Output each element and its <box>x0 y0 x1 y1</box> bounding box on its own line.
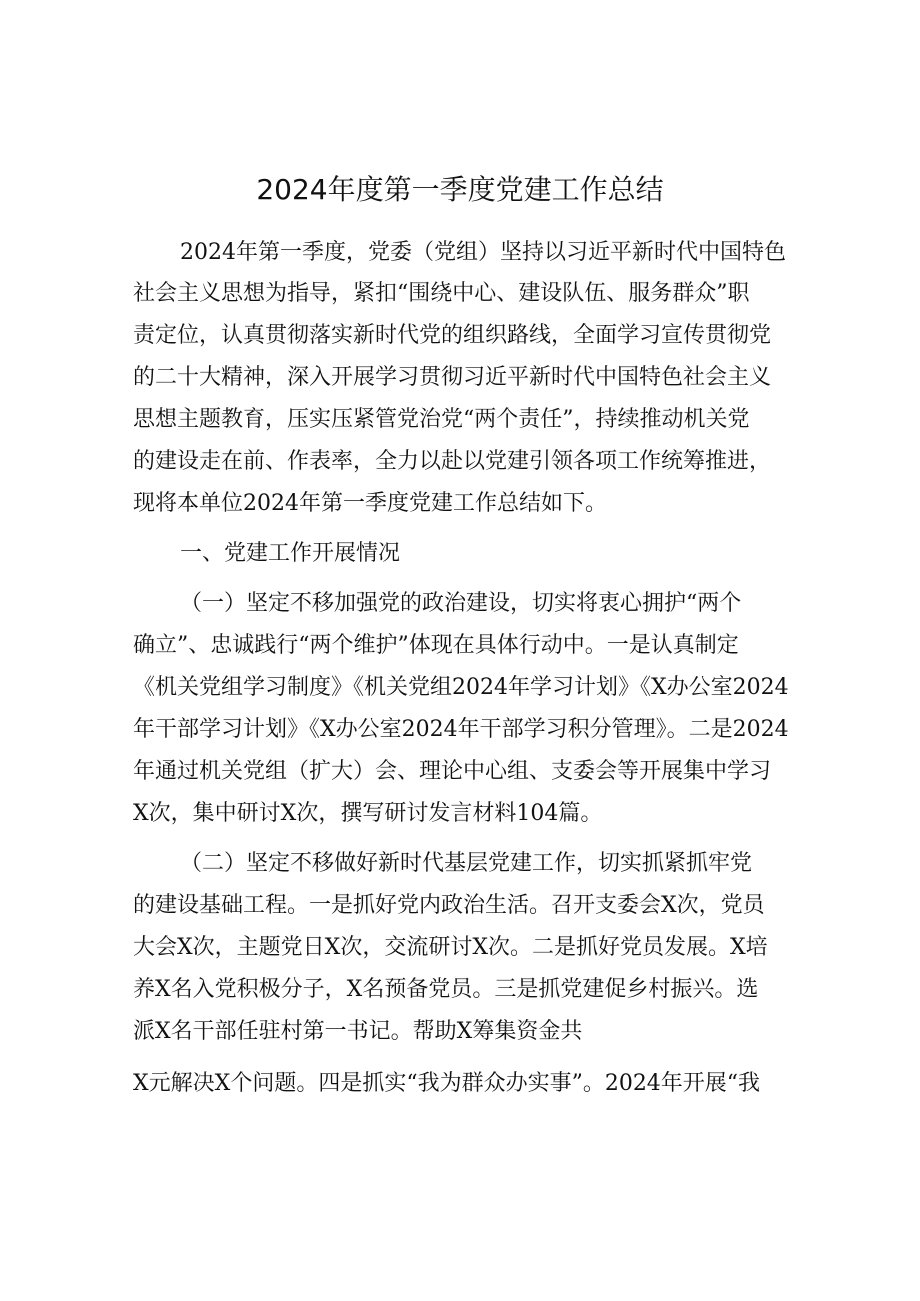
paragraph-line: X元解决X个问题。四是抓实“我为群众办实事”。2024年开展“我 <box>133 1071 761 1096</box>
paragraph-line: （一）坚定不移加强党的政治建设，切实将衷心拥护“两个 <box>180 591 742 616</box>
paragraph-line: X次，集中研讨X次，撰写研讨发言材料104篇。 <box>133 801 603 826</box>
paragraph-line: 社会主义思想为指导，紧扣“围绕中心、建设队伍、服务群众”职 <box>133 281 750 306</box>
paragraph-line: 的二十大精神，深入开展学习贯彻习近平新时代中国特色社会主义 <box>133 365 772 390</box>
paragraph-line: 派X名干部任驻村第一书记。帮助X筹集资金共 <box>133 1019 583 1044</box>
paragraph-line: 2024年第一季度，党委（党组）坚持以习近平新时代中国特色 <box>180 240 786 265</box>
section-heading: 一、党建工作开展情况 <box>180 541 401 566</box>
paragraph-line: 大会X次，主题党日X次，交流研讨X次。二是抓好党员发展。X培 <box>133 935 768 960</box>
document-title: 2024年度第一季度党建工作总结 <box>256 173 664 206</box>
paragraph-line: （二）坚定不移做好新时代基层党建工作，切实抓紧抓牢党 <box>180 851 753 876</box>
paragraph-line: 《机关党组学习制度》《机关党组2024年学习计划》《X办公室2024 <box>133 675 789 700</box>
paragraph-line: 思想主题教育，压实压紧管党治党“两个责任”，持续推动机关党 <box>133 407 750 432</box>
paragraph-line: 责定位，认真贯彻落实新时代党的组织路线，全面学习宣传贯彻党 <box>133 323 772 348</box>
paragraph-line: 确立”、忠诚践行“两个维护”体现在具体行动中。一是认真制定 <box>133 633 739 658</box>
paragraph-line: 的建设基础工程。一是抓好党内政治生活。召开支委会X次，党员 <box>133 893 765 918</box>
paragraph-line: 年通过机关党组（扩大）会、理论中心组、支委会等开展集中学习 <box>133 759 772 784</box>
paragraph-line: 的建设走在前、作表率，全力以赴以党建引领各项工作统筹推进， <box>133 449 772 474</box>
paragraph-line: 年干部学习计划》《X办公室2024年干部学习积分管理》。二是2024 <box>133 717 789 742</box>
paragraph-line: 现将本单位2024年第一季度党建工作总结如下。 <box>133 491 607 516</box>
paragraph-line: 养X名入党积极分子，X名预备党员。三是抓党建促乡村振兴。选 <box>133 977 759 1002</box>
